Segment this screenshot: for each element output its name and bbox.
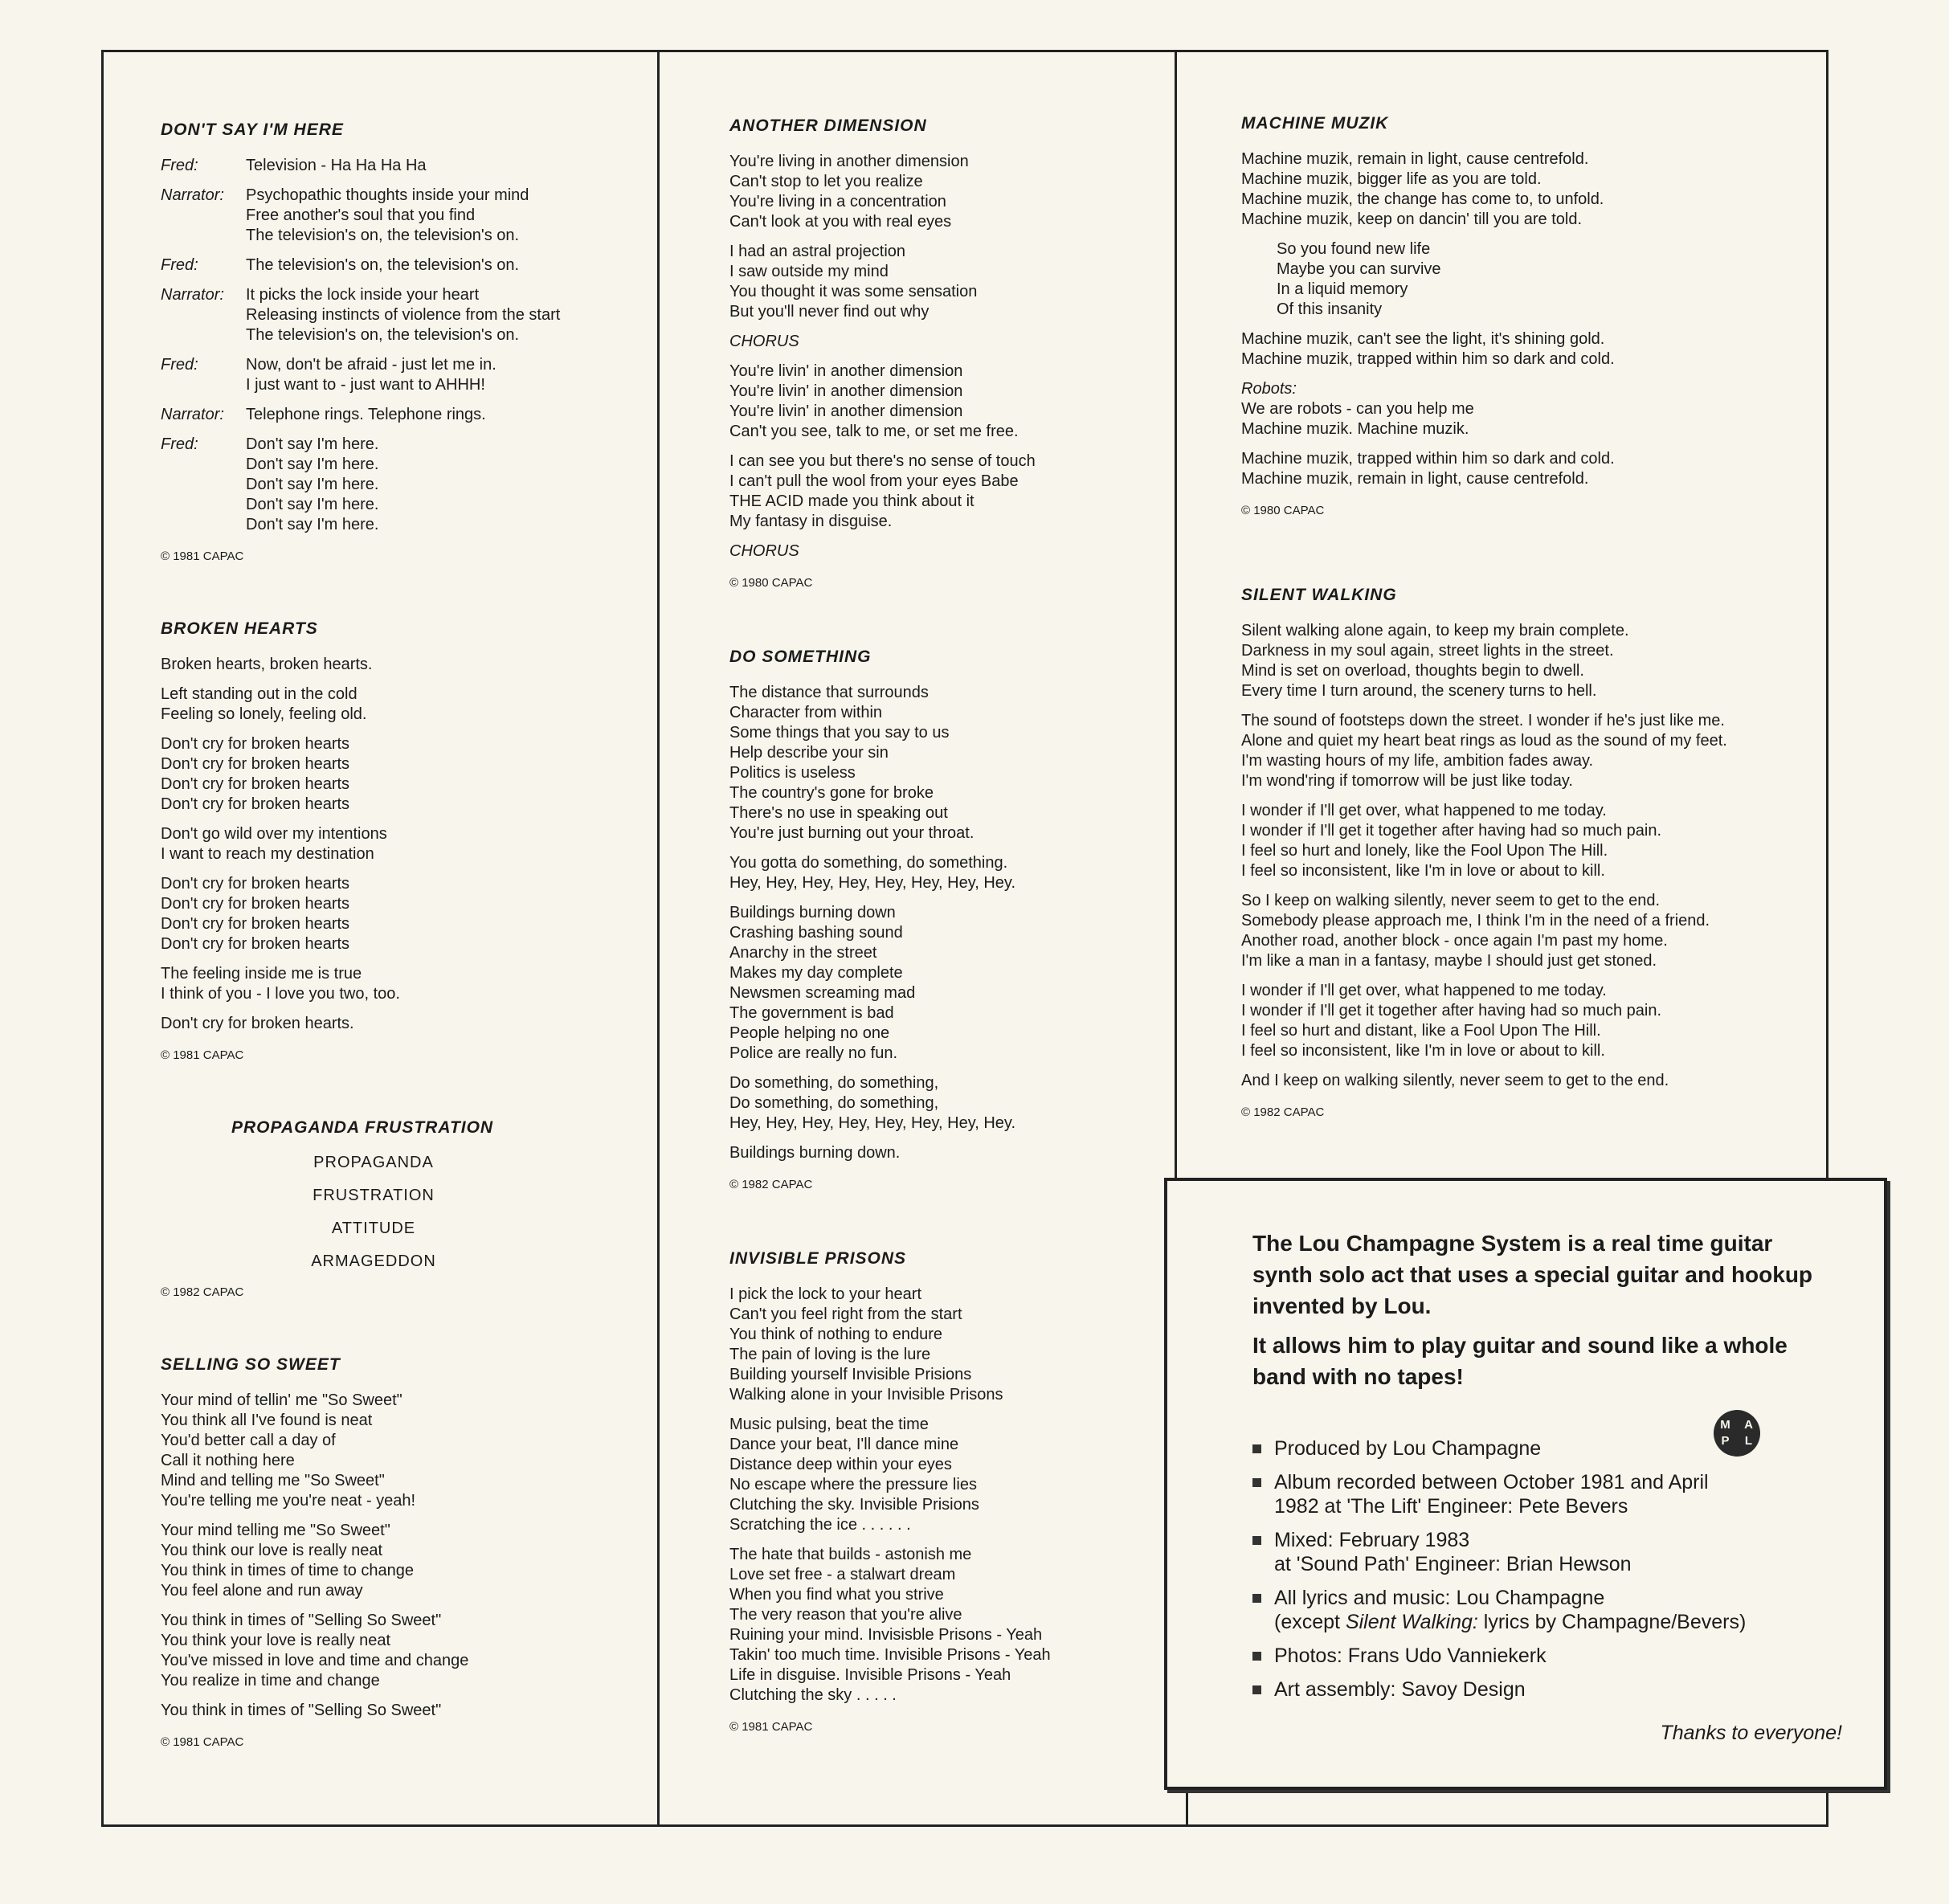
stanza <box>161 1014 643 1034</box>
stanza <box>161 824 643 864</box>
song-dont-say-im-here <box>161 121 643 563</box>
lyric-line: Don't say I'm here. <box>246 496 379 513</box>
lyric-line: Anarchy in the street <box>729 944 877 962</box>
lyric-line: You're livin' in another dimension <box>729 362 963 380</box>
logo-letter: M <box>1720 1418 1730 1432</box>
lyric-line: Clutching the sky . . . . . <box>729 1686 897 1704</box>
lyric-line: Alone and quiet my heart beat rings as loud as the sound of my feet. <box>1241 732 1727 750</box>
song-broken-hearts <box>161 619 643 1062</box>
lyric-line: Crashing bashing sound <box>729 924 903 942</box>
lyric-line: Some things that you say to us <box>729 724 950 742</box>
lyric-line: Darkness in my soul again, street lights in the street. <box>1241 642 1614 660</box>
lyric-line: The hate that builds - astonish me <box>729 1546 972 1563</box>
lyric-line: Mind is set on overload, thoughts begin to dwell. <box>1241 662 1584 680</box>
stanza <box>729 1073 1163 1134</box>
lyric-line: Do something, do something, <box>729 1094 939 1112</box>
dialogue-block <box>161 285 643 345</box>
speaker-label: Fred: <box>161 356 198 374</box>
lyric-line: Don't say I'm here. <box>246 456 379 473</box>
lyric-line: Don't cry for broken hearts <box>161 735 350 753</box>
credit-line: Album recorded between October 1981 and April <box>1274 1471 1709 1493</box>
copyright: © 1980 CAPAC <box>1241 504 1325 517</box>
lyric-line: Makes my day complete <box>729 964 903 982</box>
lyric-line: Music pulsing, beat the time <box>729 1416 929 1433</box>
stanza <box>161 1521 643 1601</box>
lyric-line: I'm wasting hours of my life, ambition fades away. <box>1241 752 1594 770</box>
lyric-line: Another road, another block - once again I'm past my home. <box>1241 932 1668 950</box>
credits-list <box>1252 1436 1887 1711</box>
lyric-line: You gotta do something, do something. <box>729 854 1008 872</box>
lyric-line: The government is bad <box>729 1004 894 1022</box>
stanza <box>729 152 1163 232</box>
lyric-line: Police are really no fun. <box>729 1044 898 1062</box>
lyric-line: Machine muzik, can't see the light, it's shining gold. <box>1241 330 1605 348</box>
lyric-line: Now, don't be afraid - just let me in. <box>246 356 496 374</box>
lyric-line: Of this insanity <box>1277 300 1383 318</box>
song-propaganda-frustration <box>161 1118 643 1299</box>
speaker-label: Fred: <box>161 435 198 453</box>
lyric-line: CHORUS <box>729 333 799 350</box>
lyric-line: You think in times of "Selling So Sweet" <box>161 1702 442 1719</box>
lyric-line: Don't go wild over my intentions <box>161 825 387 843</box>
lyric-line: You think in times of "Selling So Sweet" <box>161 1612 442 1629</box>
lyric-line: Free another's soul that you find <box>246 206 476 224</box>
lyric-line: The television's on, the television's on. <box>246 256 520 274</box>
lyric-line: CHORUS <box>729 542 799 560</box>
lyric-line: Releasing instincts of violence from the start <box>246 306 561 324</box>
lyric-line: Don't cry for broken hearts <box>161 935 350 953</box>
lyric-line: You're just burning out your throat. <box>729 824 974 842</box>
song-title: PROPAGANDA FRUSTRATION <box>231 1118 494 1137</box>
lyric-line: Telephone rings. Telephone rings. <box>246 406 486 423</box>
lyric-line: Psychopathic thoughts inside your mind <box>246 186 529 204</box>
lyric-line: The television's on, the television's on. <box>246 326 520 344</box>
lyric-line: The distance that surrounds <box>729 684 929 701</box>
lyric-line: You think of nothing to endure <box>729 1326 943 1343</box>
lyric-line: I feel so hurt and lonely, like the Fool Upon The Hill. <box>1241 842 1608 860</box>
lyric-line: Left standing out in the cold <box>161 685 358 703</box>
copyright: © 1982 CAPAC <box>161 1285 244 1299</box>
lyric-line: You feel alone and run away <box>161 1582 363 1600</box>
song-title: SILENT WALKING <box>1241 586 1397 604</box>
lyric-line: Building yourself Invisible Prisions <box>729 1366 972 1383</box>
credit-item <box>1252 1528 1887 1576</box>
lyric-line: I'm wond'ring if tomorrow will be just like today. <box>1241 772 1573 790</box>
lyric-line: I pick the lock to your heart <box>729 1285 922 1303</box>
lyric-line: I saw outside my mind <box>729 263 889 280</box>
lyric-line: Walking alone in your Invisible Prisons <box>729 1386 1003 1403</box>
lyric-line: You'd better call a day of <box>161 1432 336 1449</box>
lyric-line: Broken hearts, broken hearts. <box>161 656 373 673</box>
lyric-line: FRUSTRATION <box>313 1187 435 1204</box>
stanza <box>729 1545 1163 1706</box>
bullet-icon <box>1252 1478 1261 1487</box>
lyric-line: Takin' too much time. Invisible Prisons - Yeah <box>729 1646 1051 1664</box>
lyric-line: THE ACID made you think about it <box>729 492 974 510</box>
stanza <box>1241 239 1828 320</box>
stanza <box>161 1391 643 1511</box>
speaker-label: Fred: <box>161 256 198 274</box>
copyright: © 1981 CAPAC <box>729 1720 813 1734</box>
logo-letter: P <box>1721 1434 1730 1448</box>
lyric-line: Clutching the sky. Invisible Prisions <box>729 1496 979 1514</box>
lyric-line: Don't cry for broken hearts <box>161 795 350 813</box>
song-title: SELLING SO SWEET <box>161 1355 341 1374</box>
lyric-line: Machine muzik, trapped within him so dark and cold. <box>1241 450 1615 468</box>
song-another-dimension <box>729 116 1163 590</box>
stanza <box>729 683 1163 844</box>
lyric-line: When you find what you strive <box>729 1586 944 1604</box>
lyric-line: Newsmen screaming mad <box>729 984 916 1002</box>
lyric-line: Buildings burning down <box>729 904 896 921</box>
speaker-label: Narrator: <box>161 186 224 204</box>
lyric-line: But you'll never find out why <box>729 303 930 321</box>
stanza <box>729 332 1163 352</box>
lyric-line: I'm like a man in a fantasy, maybe I should just get stoned. <box>1241 952 1657 970</box>
copyright: © 1981 CAPAC <box>161 1735 244 1749</box>
copyright: © 1981 CAPAC <box>161 1048 244 1062</box>
lyric-line: Hey, Hey, Hey, Hey, Hey, Hey, Hey, Hey. <box>729 874 1016 892</box>
stanza <box>729 451 1163 532</box>
lyric-line: Feeling so lonely, feeling old. <box>161 705 367 723</box>
copyright: © 1982 CAPAC <box>1241 1105 1325 1119</box>
lyric-line: I want to reach my destination <box>161 845 374 863</box>
credit-line <box>1274 1610 1746 1634</box>
lyric-line: Call it nothing here <box>161 1452 295 1469</box>
bullet-icon <box>1252 1536 1261 1545</box>
credit-item <box>1252 1586 1887 1634</box>
stanza <box>729 903 1163 1064</box>
lyric-line: Do something, do something, <box>729 1074 939 1092</box>
credit-line: 1982 at 'The Lift' Engineer: Pete Bevers <box>1274 1495 1628 1518</box>
credit-line: Produced by Lou Champagne <box>1274 1437 1542 1460</box>
lyric-line: You think in times of time to change <box>161 1562 414 1579</box>
lyric-line: I wonder if I'll get over, what happened to me today. <box>1241 982 1607 999</box>
lyric-line: Machine muzik, remain in light, cause centrefold. <box>1241 150 1589 168</box>
stanza <box>1241 449 1828 489</box>
stanza <box>1241 379 1828 439</box>
column-divider-1 <box>657 50 660 1827</box>
stanza <box>729 1285 1163 1405</box>
lyric-line: Scratching the ice . . . . . . <box>729 1516 911 1534</box>
lyric-line: Machine muzik, trapped within him so dark and cold. <box>1241 350 1615 368</box>
stanza <box>1241 149 1828 230</box>
lyric-line: Love set free - a stalwart dream <box>729 1566 956 1583</box>
lyric-line: You're living in a concentration <box>729 193 946 210</box>
stanza <box>729 1415 1163 1535</box>
lyric-line: I feel so inconsistent, like I'm in love or about to kill. <box>1241 1042 1605 1060</box>
song-title: BROKEN HEARTS <box>161 619 318 638</box>
lyric-line: You realize in time and change <box>161 1672 380 1689</box>
speaker-label: Fred: <box>161 157 198 174</box>
lyric-line: I can see you but there's no sense of touch <box>729 452 1036 470</box>
logo-letter: L <box>1744 1434 1753 1448</box>
copyright: © 1981 CAPAC <box>161 550 244 563</box>
stanza <box>729 1143 1163 1163</box>
lyric-line: Don't say I'm here. <box>246 435 379 453</box>
song-machine-muzik <box>1241 114 1828 517</box>
stanza <box>161 655 643 675</box>
lyric-line: Machine muzik. Machine muzik. <box>1241 420 1469 438</box>
lyric-line: Can't you see, talk to me, or set me free. <box>729 423 1019 440</box>
logo-letter: A <box>1744 1418 1753 1432</box>
stanza <box>1241 621 1828 701</box>
lyric-line: Machine muzik, remain in light, cause centrefold. <box>1241 470 1589 488</box>
column-divider-2-lower <box>1186 1790 1188 1827</box>
lyric-line: You think your love is really neat <box>161 1632 391 1649</box>
stanza <box>1241 329 1828 370</box>
lyric-line: Can't you feel right from the start <box>729 1305 962 1323</box>
credit-item <box>1252 1644 1887 1668</box>
lyric-line: PROPAGANDA <box>313 1154 434 1171</box>
stanza <box>729 853 1163 893</box>
song-title: DON'T SAY I'M HERE <box>161 121 344 139</box>
lyric-line: People helping no one <box>729 1024 890 1042</box>
song-silent-walking <box>1241 586 1828 1119</box>
stanza <box>1241 1071 1828 1091</box>
lyric-line: Life in disguise. Invisible Prisons - Yeah <box>729 1666 1011 1684</box>
credit-line: All lyrics and music: Lou Champagne <box>1274 1587 1605 1609</box>
lyric-line: Maybe you can survive <box>1277 260 1441 278</box>
credit-item <box>1252 1677 1887 1702</box>
lyric-line: The country's gone for broke <box>729 784 934 802</box>
stanza <box>729 541 1163 562</box>
lyric-line: I feel so inconsistent, like I'm in love or about to kill. <box>1241 862 1605 880</box>
lyric-line: I think of you - I love you two, too. <box>161 985 400 1003</box>
lyric-line: No escape where the pressure lies <box>729 1476 977 1493</box>
copyright: © 1982 CAPAC <box>729 1178 813 1191</box>
lyric-line: I wonder if I'll get it together after having had so much pain. <box>1241 1002 1662 1019</box>
lyric-line: You're living in another dimension <box>729 153 969 170</box>
lyric-line: My fantasy in disguise. <box>729 513 893 530</box>
lyric-line: You're livin' in another dimension <box>729 382 963 400</box>
lyric-line: ARMAGEDDON <box>311 1252 436 1270</box>
lyric-line: Don't cry for broken hearts <box>161 915 350 933</box>
lyric-line: Machine muzik, keep on dancin' till you are told. <box>1241 210 1583 228</box>
lyric-line: I just want to - just want to AHHH! <box>246 376 485 394</box>
dialogue-block <box>161 435 643 535</box>
stanza <box>161 874 643 954</box>
lyric-line: Somebody please approach me, I think I'm in the need of a friend. <box>1241 912 1710 930</box>
lyric-line: Politics is useless <box>729 764 856 782</box>
stanza <box>161 1611 643 1691</box>
speaker-label: Narrator: <box>161 286 224 304</box>
song-invisible-prisons <box>729 1249 1163 1734</box>
lyric-line: So I keep on walking silently, never seem to get to the end. <box>1241 892 1661 909</box>
lyric-line: Don't cry for broken hearts <box>161 875 350 893</box>
lyric-line: Your mind telling me "So Sweet" <box>161 1522 390 1539</box>
dialogue-block <box>161 355 643 395</box>
lyric-line: There's no use in speaking out <box>729 804 948 822</box>
lyric-line: Silent walking alone again, to keep my brain complete. <box>1241 622 1629 639</box>
promo-subheadline: It allows him to play guitar and sound like a whole band with no tapes! <box>1252 1333 1788 1389</box>
lyric-line: Machine muzik, bigger life as you are told. <box>1241 170 1542 188</box>
column-divider-2 <box>1175 50 1177 1183</box>
lyric-line: I wonder if I'll get over, what happened to me today. <box>1241 802 1607 819</box>
lyric-line: The feeling inside me is true <box>161 965 362 983</box>
lyric-line: Don't cry for broken hearts <box>161 775 350 793</box>
lyric-line: You're telling me you're neat - yeah! <box>161 1492 416 1510</box>
lyric-line: Can't look at you with real eyes <box>729 213 952 231</box>
lyric-line: The sound of footsteps down the street. I wonder if he's just like me. <box>1241 712 1725 729</box>
lyric-line: Can't stop to let you realize <box>729 173 923 190</box>
lyric-line: You thought it was some sensation <box>729 283 978 300</box>
stanza <box>1241 891 1828 971</box>
stanza <box>1241 801 1828 881</box>
lyric-line: Distance deep within your eyes <box>729 1456 952 1473</box>
song-title: MACHINE MUZIK <box>1241 114 1389 133</box>
lyric-line: Television - Ha Ha Ha Ha <box>246 157 427 174</box>
promo-box <box>1164 1178 1887 1790</box>
lyric-line: I wonder if I'll get it together after having had so much pain. <box>1241 822 1662 840</box>
dialogue-block <box>161 156 643 176</box>
lyric-line: Don't say I'm here. <box>246 476 379 493</box>
lyric-line: Help describe your sin <box>729 744 889 762</box>
dialogue-block <box>161 186 643 246</box>
credit-line: Art assembly: Savoy Design <box>1274 1678 1526 1701</box>
credit-item <box>1252 1436 1887 1461</box>
bullet-icon <box>1252 1685 1261 1694</box>
lyric-line: Dance your beat, I'll dance mine <box>729 1436 959 1453</box>
song-selling-so-sweet <box>161 1355 643 1749</box>
stanza <box>729 362 1163 442</box>
credit-fragment: lyrics by Champagne/Bevers) <box>1477 1611 1747 1633</box>
lyric-line: Hey, Hey, Hey, Hey, Hey, Hey, Hey, Hey. <box>729 1114 1016 1132</box>
copyright: © 1980 CAPAC <box>729 576 813 590</box>
lyric-line: I can't pull the wool from your eyes Babe <box>729 472 1019 490</box>
song-title: DO SOMETHING <box>729 648 872 666</box>
lyric-line: Don't cry for broken hearts <box>161 755 350 773</box>
bullet-icon <box>1252 1652 1261 1661</box>
credit-fragment: (except <box>1274 1611 1346 1633</box>
lyric-line: Don't cry for broken hearts. <box>161 1015 354 1032</box>
promo-headline: The Lou Champagne System is a real time guitar synth solo act that uses a special guitar and hookup invented by Lou. <box>1252 1231 1813 1318</box>
dialogue-block <box>161 405 643 425</box>
stanza <box>161 1701 643 1721</box>
stanza <box>729 242 1163 322</box>
song-title: INVISIBLE PRISONS <box>729 1249 907 1268</box>
lyric-line: You think our love is really neat <box>161 1542 383 1559</box>
lyric-line: The pain of loving is the lure <box>729 1346 931 1363</box>
lyric-line: I feel so hurt and distant, like a Fool Upon The Hill. <box>1241 1022 1601 1040</box>
lyric-line: The television's on, the television's on. <box>246 227 520 244</box>
speaker-label: Narrator: <box>161 406 224 423</box>
lyric-line: It picks the lock inside your heart <box>246 286 480 304</box>
credit-line: Photos: Frans Udo Vanniekerk <box>1274 1645 1547 1667</box>
lyric-line: You think all I've found is neat <box>161 1412 373 1429</box>
lyric-line: I had an astral projection <box>729 243 906 260</box>
credit-line: at 'Sound Path' Engineer: Brian Hewson <box>1274 1553 1632 1575</box>
lyric-line: Your mind of tellin' me "So Sweet" <box>161 1391 402 1409</box>
lyric-line: And I keep on walking silently, never seem to get to the end. <box>1241 1072 1669 1089</box>
lyric-line: The very reason that you're alive <box>729 1606 962 1624</box>
speaker-label: Robots: <box>1241 380 1297 398</box>
credit-line: Mixed: February 1983 <box>1274 1529 1470 1551</box>
lyric-line: You're livin' in another dimension <box>729 402 963 420</box>
bullet-icon <box>1252 1594 1261 1603</box>
lyric-line: You've missed in love and time and change <box>161 1652 469 1669</box>
lyric-line: ATTITUDE <box>331 1220 416 1237</box>
song-do-something <box>729 648 1163 1191</box>
thanks-note: Thanks to everyone! <box>1660 1722 1842 1744</box>
stanza <box>161 734 643 815</box>
lyric-line: So you found new life <box>1277 240 1431 258</box>
song-title: ANOTHER DIMENSION <box>729 116 927 135</box>
lyric-line: Buildings burning down. <box>729 1144 901 1162</box>
lyric-line: Don't cry for broken hearts <box>161 895 350 913</box>
lyric-line: Mind and telling me "So Sweet" <box>161 1472 385 1489</box>
stanza <box>161 684 643 725</box>
lyric-line: Ruining your mind. Invisisble Prisons - Yeah <box>729 1626 1043 1644</box>
stanza <box>1241 711 1828 791</box>
credit-fragment: Silent Walking: <box>1345 1611 1478 1633</box>
lyric-line: Every time I turn around, the scenery turns to hell. <box>1241 682 1597 700</box>
dialogue-block <box>161 255 643 276</box>
lyric-line: Machine muzik, the change has come to, to unfold. <box>1241 190 1604 208</box>
lyric-line: We are robots - can you help me <box>1241 400 1474 418</box>
stanza <box>161 964 643 1004</box>
lyric-line: Character from within <box>729 704 883 721</box>
lyric-line: In a liquid memory <box>1277 280 1408 298</box>
bullet-icon <box>1252 1444 1261 1453</box>
credit-item <box>1252 1470 1887 1518</box>
stanza <box>1241 981 1828 1061</box>
lyric-line: Don't say I'm here. <box>246 516 379 533</box>
